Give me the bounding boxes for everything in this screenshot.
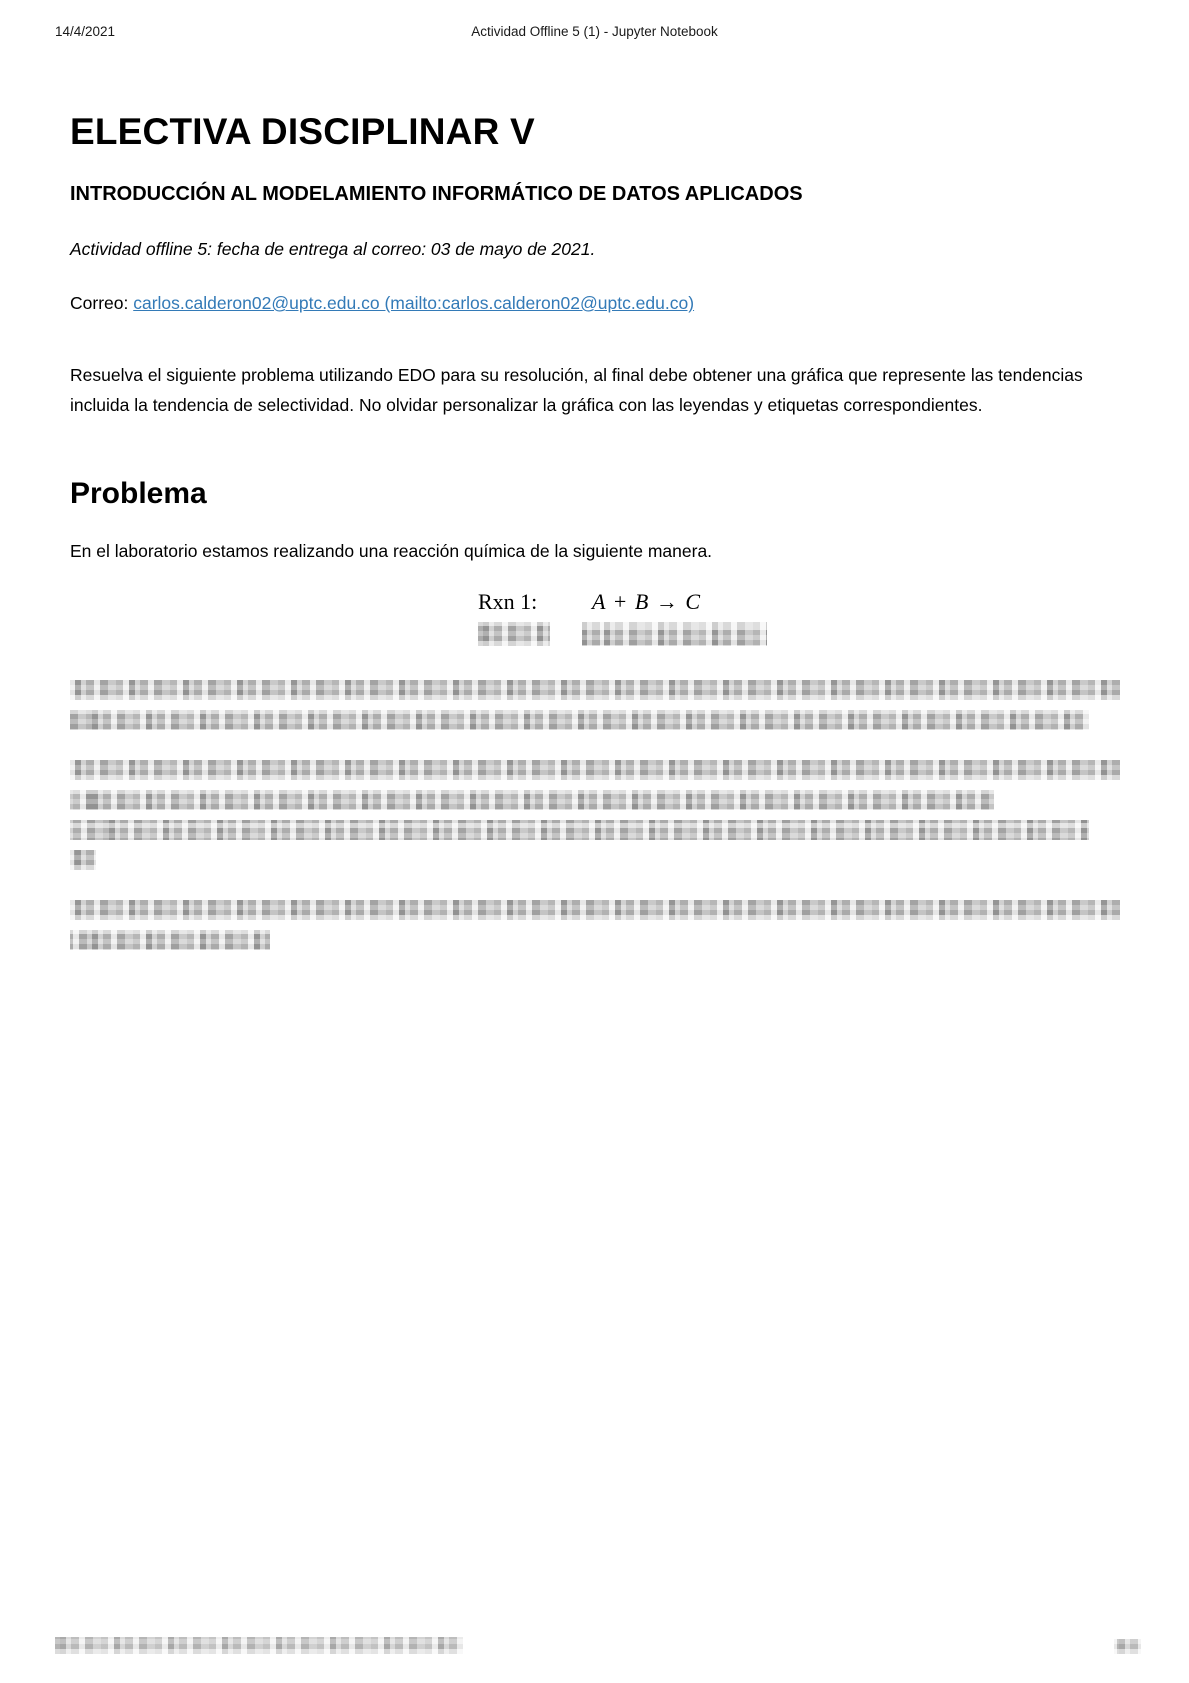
redacted-text-line	[582, 622, 767, 646]
instructions-paragraph: Resuelva el siguiente problema utilizando EDO para su resolución, al final debe obtener una gráfica que represente las tendencias incluida la tendencia de selectividad. No olvidar personalizar la gráfica con las leyendas y etiquetas correspondientes.	[70, 365, 1083, 415]
redacted-text-line	[70, 930, 270, 950]
problem-heading: Problema	[70, 477, 207, 510]
deadline-note: Actividad offline 5: fecha de entrega al correo: 03 de mayo de 2021.	[70, 239, 596, 259]
email-line	[70, 290, 1120, 316]
redacted-text-line	[70, 790, 994, 810]
redacted-paragraph-b-tail	[70, 850, 1120, 870]
redacted-text-line	[70, 900, 1120, 920]
problem-intro: En el laboratorio estamos realizando una reacción química de la siguiente manera.	[70, 541, 713, 561]
redacted-text-line	[70, 850, 96, 870]
redacted-text-line	[478, 622, 550, 646]
footer-page-number-redacted	[1114, 1639, 1141, 1654]
redacted-paragraph-c	[70, 900, 1120, 950]
page-title: ELECTIVA DISCIPLINAR V	[70, 111, 535, 152]
notebook-content	[70, 0, 1120, 960]
course-subtitle: INTRODUCCIÓN AL MODELAMIENTO INFORMÁTICO DE DATOS APLICADOS	[70, 183, 803, 205]
email-link[interactable]: carlos.calderon02@uptc.edu.co (mailto:carlos.calderon02@uptc.edu.co)	[133, 293, 695, 313]
reaction-1	[70, 586, 1120, 618]
redacted-text-line	[70, 680, 1120, 700]
redacted-text-line	[70, 820, 1089, 840]
redacted-text-line	[55, 1637, 463, 1654]
reaction-2-redacted	[70, 618, 1120, 650]
redacted-text-line	[70, 710, 1089, 730]
footer-url-redacted	[55, 1637, 463, 1654]
print-date: 14/4/2021	[55, 24, 116, 39]
redacted-paragraph-b	[70, 760, 1120, 840]
print-document-title: Actividad Offline 5 (1) - Jupyter Notebook	[471, 24, 718, 39]
reactions-block	[70, 586, 1120, 650]
reaction-1-label: Rxn 1:	[478, 589, 538, 614]
redacted-paragraph-a	[70, 680, 1120, 730]
email-label: Correo:	[70, 293, 134, 313]
reaction-1-equation: A + B → C	[592, 589, 701, 614]
redacted-text-line	[70, 760, 1120, 780]
redacted-text-line	[1114, 1639, 1141, 1654]
